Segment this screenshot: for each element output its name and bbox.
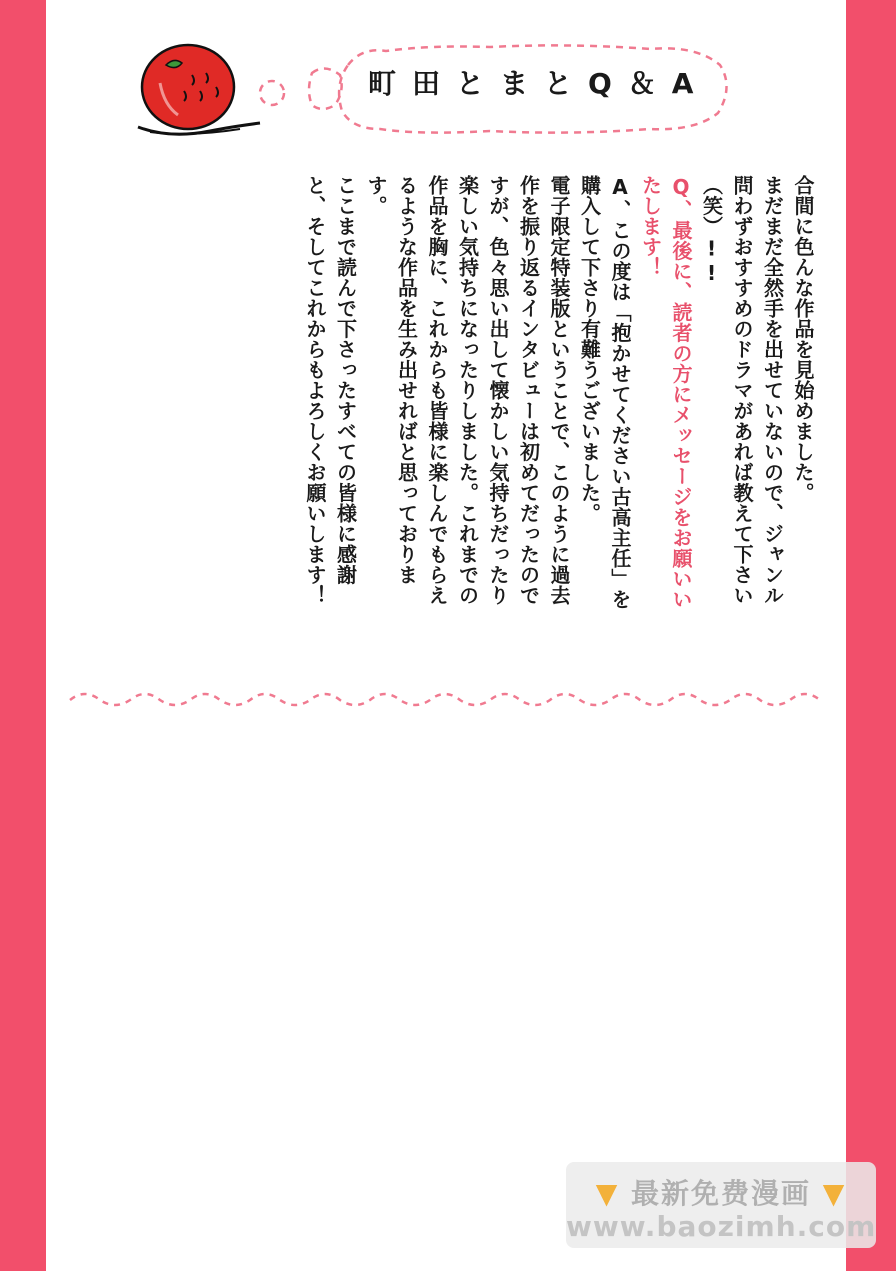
text-column: 合間に色んな作品を見始めました。 (791, 175, 815, 503)
text-column: 作品を胸に、これからも皆様に楽しんでもらえ (425, 175, 449, 606)
wavy-divider (70, 680, 830, 720)
pointing-down-icon: ▼ (595, 1177, 620, 1210)
question-column: たします！ (638, 175, 663, 278)
watermark-title-text: 最新免费漫画 (630, 1177, 811, 1210)
text-column: すが、色々思い出して懐かしい気持ちだったり (486, 175, 510, 606)
watermark (566, 1162, 876, 1248)
text-column: まだまだ全然手を出せていないので、ジャンル (760, 175, 785, 606)
watermark-title (566, 1172, 876, 1212)
pointing-down-icon: ▼ (822, 1177, 847, 1210)
text-column: 問わずおすすめのドラマがあれば教えて下さい (730, 175, 754, 606)
text-column: 作を振り返るインタビューは初めてだったので (516, 175, 541, 606)
text-column: す。 (364, 175, 388, 216)
text-column: （笑）!! (699, 175, 724, 286)
text-column: と、そしてこれからもよろしくお願いします！ (303, 175, 327, 606)
text-column: るような作品を生み出せればと思っておりま (394, 175, 419, 585)
text-column: 購入して下さり有難うございました。 (577, 175, 602, 524)
right-border (846, 0, 896, 1271)
text-column: ここまで読んで下さったすべての皆様に感謝 (333, 175, 358, 585)
tomato-icon (138, 45, 260, 134)
page-title: 町田とまとQ＆A (368, 67, 710, 100)
text-column: 楽しい気持ちになったりしました。これまでの (455, 175, 480, 606)
watermark-url[interactable]: www.baozimh.com (566, 1210, 877, 1243)
question-column: Q、最後に、読者の方にメッセージをお願いい (669, 175, 693, 610)
left-border (0, 0, 46, 1271)
text-column: 電子限定特装版ということで、このように過去 (547, 175, 571, 606)
text-column: A、この度は「抱かせてください古高主任」を (608, 175, 632, 610)
